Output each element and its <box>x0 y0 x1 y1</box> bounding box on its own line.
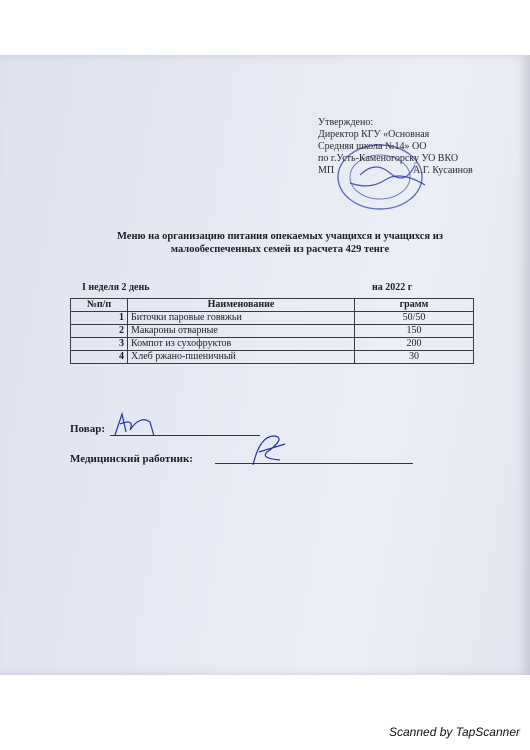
cook-signature <box>110 410 160 440</box>
approval-line-2: Директор КГУ «Основная <box>318 129 430 140</box>
approval-block <box>318 117 518 177</box>
approval-signature-row <box>318 165 518 177</box>
row-number: 1 <box>71 312 128 325</box>
scanner-watermark: Scanned by TapScanner <box>389 725 520 739</box>
header-name: Наименование <box>128 299 355 312</box>
row-number: 2 <box>71 325 128 338</box>
row-name: Макароны отварные <box>128 325 355 338</box>
medic-signature <box>245 430 290 470</box>
row-grams: 50/50 <box>355 312 474 325</box>
medic-label: Медицинский работник: <box>70 453 193 465</box>
year-label: на 2022 г <box>372 282 413 293</box>
row-name: Компот из сухофруктов <box>128 338 355 351</box>
director-name: А.Г. Кусаинов <box>413 165 473 176</box>
row-name: Хлеб ржано-пшеничный <box>128 351 355 364</box>
table-row <box>71 338 474 351</box>
title-line-2: малообеспеченных семей из расчета 429 тенге <box>170 244 390 255</box>
stamp-place-label: МП <box>318 165 335 176</box>
cook-label: Повар: <box>70 423 106 435</box>
row-grams: 30 <box>355 351 474 364</box>
row-grams: 200 <box>355 338 474 351</box>
week-label: I неделя 2 день <box>82 282 150 293</box>
row-grams: 150 <box>355 325 474 338</box>
header-number: №п/п <box>71 299 128 312</box>
table-row <box>71 325 474 338</box>
table-row <box>71 351 474 364</box>
document-title <box>70 230 490 256</box>
row-number: 4 <box>71 351 128 364</box>
table-header-row <box>71 299 474 312</box>
approval-line-3: Средняя школа №14» ОО <box>318 141 427 152</box>
row-name: Биточки паровые говяжьи <box>128 312 355 325</box>
header-grams: грамм <box>355 299 474 312</box>
menu-table <box>70 298 474 364</box>
approval-line-1: Утверждено: <box>318 117 374 128</box>
approval-line-4: по г.Усть-Каменогорску УО ВКО <box>318 153 459 164</box>
row-number: 3 <box>71 338 128 351</box>
table-row <box>71 312 474 325</box>
title-line-1: Меню на организацию питания опекаемых учащихся и учащихся из <box>117 231 443 242</box>
